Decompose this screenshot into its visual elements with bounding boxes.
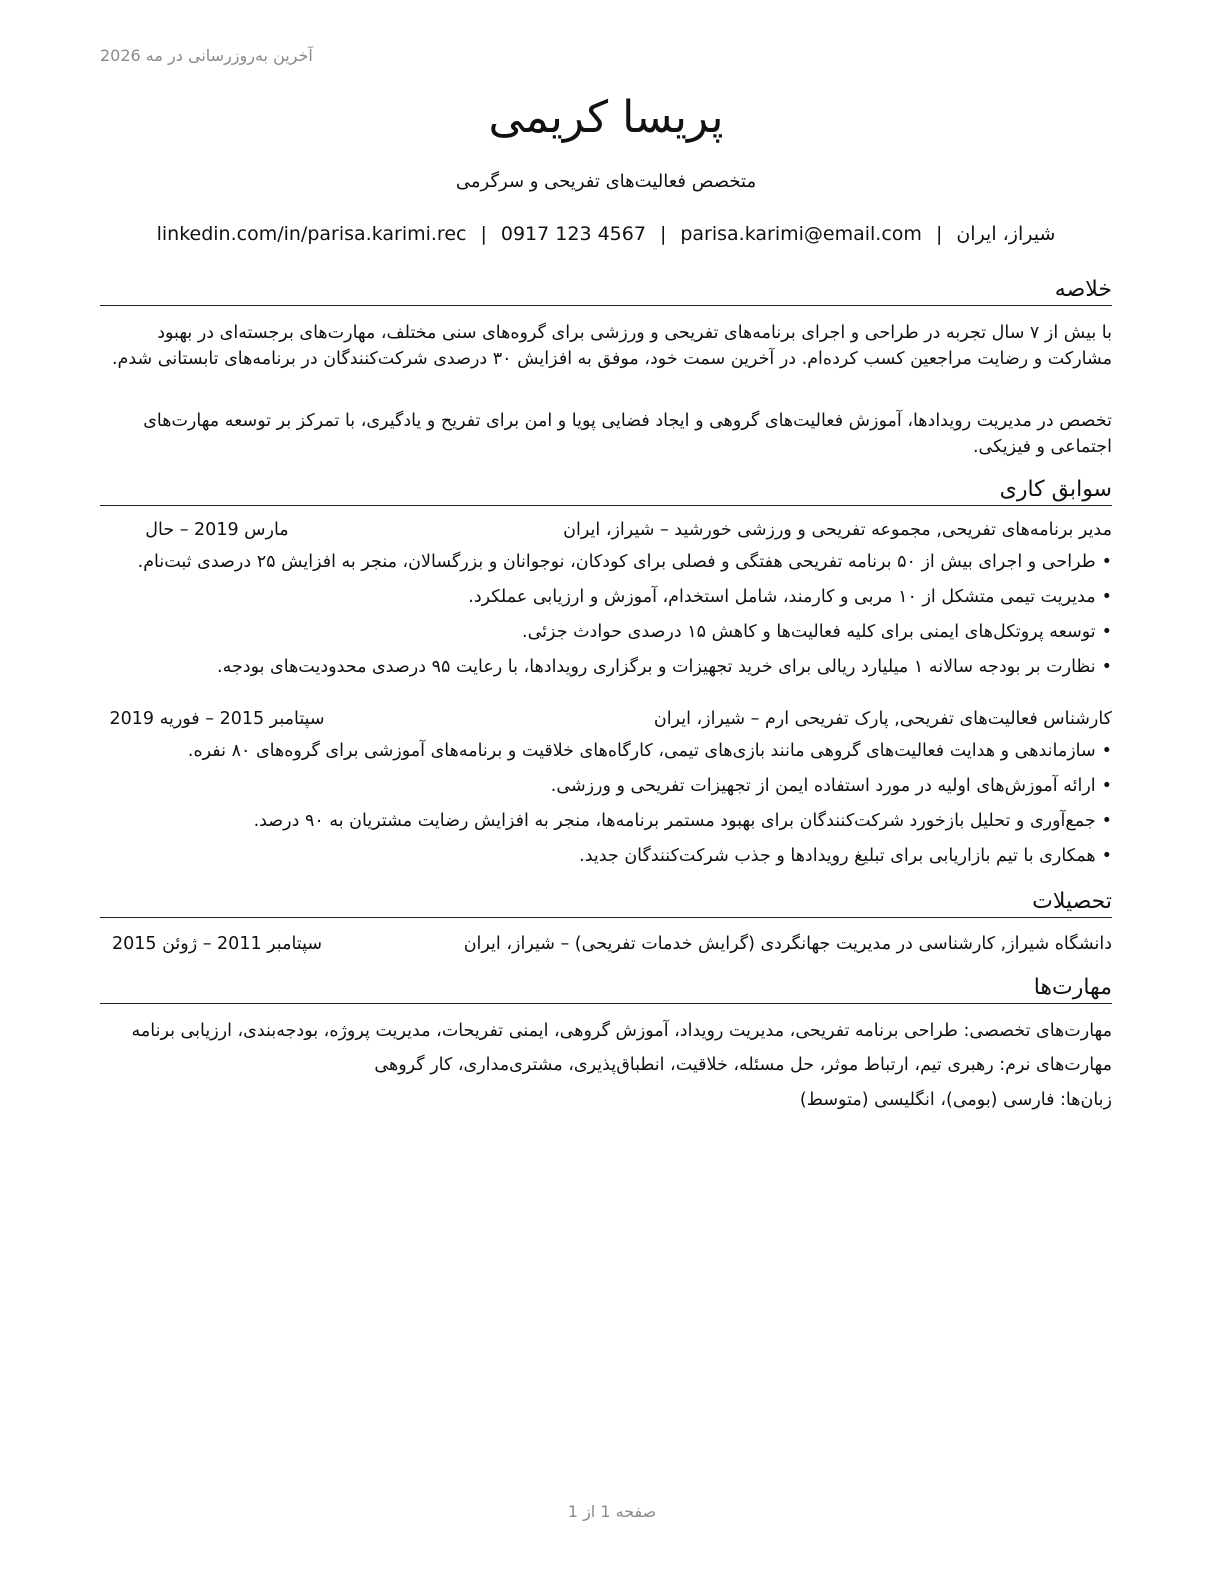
list-item: •نظارت بر بودجه سالانه ۱ میلیارد ریالی برای خرید تجهیزات و برگزاری رویدادها، با رعایت ۹۵ درصدی محدودیت‌های بودجه. [217,657,1112,677]
bullet-text: طراحی و اجرای بیش از ۵۰ برنامه تفریحی هفتگی و فصلی برای کودکان، نوجوانان و بزرگسالان، منجر به افزایش ۲۵ درصدی ثبت‌نام. [137,552,1096,572]
job-bullets [100,549,1112,689]
education-entry [100,931,1112,957]
skills-technical: مهارت‌های تخصصی: طراحی برنامه تفریحی، مدیریت رویداد، آموزش گروهی، ایمنی تفریحات، مدیریت پروژه، بودجه‌بندی، ارزیابی برنامه [131,1021,1112,1041]
contact-line [100,223,1112,245]
last-updated-note: آخرین به‌روزرسانی در مه 2026 [100,46,313,65]
contact-email[interactable]: parisa.karimi@email.com [680,223,922,245]
list-item: •سازماندهی و هدایت فعالیت‌های گروهی مانند بازی‌های تیمی، کارگاه‌های خلاقیت و برنامه‌های آموزشی برای گروه‌های ۸۰ نفره. [187,741,1112,761]
job-header [100,517,1112,543]
resume-page [100,0,1112,1584]
job-role: مدیر برنامه‌های تفریحی, مجموعه تفریحی و ورزشی خورشید – شیراز، ایران [563,520,1112,540]
job-header [100,706,1112,732]
list-item: •توسعه پروتکل‌های ایمنی برای کلیه فعالیت‌ها و کاهش ۱۵ درصدی حوادث جزئی. [522,622,1112,642]
contact-separator: | [935,223,943,245]
job-dates: سپتامبر 2015 – فوریه 2019 [109,709,325,729]
job-role: کارشناس فعالیت‌های تفریحی, پارک تفریحی ارم – شیراز، ایران [653,709,1112,729]
list-item: •همکاری با تیم بازاریابی برای تبلیغ رویدادها و جذب شرکت‌کنندگان جدید. [579,846,1112,866]
bullet-text: سازماندهی و هدایت فعالیت‌های گروهی مانند بازی‌های تیمی، کارگاه‌های خلاقیت و برنامه‌های آموزشی برای گروه‌های ۸۰ نفره. [187,741,1096,761]
candidate-title: متخصص فعالیت‌های تفریحی و سرگرمی [455,171,757,192]
education-heading: تحصیلات [100,888,1112,918]
bullet-text: مدیریت تیمی متشکل از ۱۰ مربی و کارمند، شامل استخدام، آموزش و ارزیابی عملکرد. [468,587,1096,607]
page-number: صفحه 1 از 1 [567,1502,657,1521]
skills-heading: مهارت‌ها [100,974,1112,1004]
list-item: •ارائه آموزش‌های اولیه در مورد استفاده ایمن از تجهیزات تفریحی و ورزشی. [550,776,1112,796]
contact-phone[interactable]: 0917 123 4567 [500,223,646,245]
bullet-text: جمع‌آوری و تحلیل بازخورد شرکت‌کنندگان برای بهبود مستمر برنامه‌ها، منجر به افزایش رضایت مشتریان به ۹۰ درصد. [253,811,1096,831]
summary-paragraph: با بیش از ۷ سال تجربه در طراحی و اجرای برنامه‌های تفریحی و ورزشی برای گروه‌های سنی مختلف، مهارت‌های برجسته‌ای در بهبود مشارکت و رضایت مراجعین کسب کرده‌ام. در آخرین سمت خود، موفق به افزایش ۳۰ درصدی شرکت‌کنندگان در برنامه‌های تابستانی شدم. [111,323,1112,369]
contact-location: شیراز، ایران [956,223,1056,245]
experience-heading: سوابق کاری [100,476,1112,506]
skills-languages: زبان‌ها: فارسی (بومی)، انگلیسی (متوسط) [799,1090,1112,1110]
bullet-text: ارائه آموزش‌های اولیه در مورد استفاده ایمن از تجهیزات تفریحی و ورزشی. [550,776,1096,796]
candidate-name: پریسا کریمی [488,92,724,143]
job-bullets [100,738,1112,878]
bullet-text: نظارت بر بودجه سالانه ۱ میلیارد ریالی برای خرید تجهیزات و برگزاری رویدادها، با رعایت ۹۵ درصدی محدودیت‌های بودجه. [217,657,1096,677]
education-dates: سپتامبر 2011 – ژوئن 2015 [111,934,323,954]
contact-linkedin[interactable]: linkedin.com/in/parisa.karimi.rec [156,223,467,245]
bullet-text: همکاری با تیم بازاریابی برای تبلیغ رویدادها و جذب شرکت‌کنندگان جدید. [579,846,1096,866]
contact-separator: | [480,223,487,245]
list-item: •جمع‌آوری و تحلیل بازخورد شرکت‌کنندگان برای بهبود مستمر برنامه‌ها، منجر به افزایش رضایت مشتریان به ۹۰ درصد. [253,811,1112,831]
job-dates: مارس 2019 – حال [145,520,289,540]
list-item: •مدیریت تیمی متشکل از ۱۰ مربی و کارمند، شامل استخدام، آموزش و ارزیابی عملکرد. [468,587,1112,607]
bullet-text: توسعه پروتکل‌های ایمنی برای کلیه فعالیت‌ها و کاهش ۱۵ درصدی حوادث جزئی. [522,622,1096,642]
summary-heading: خلاصه [100,276,1112,306]
summary-paragraph: تخصص در مدیریت رویدادها، آموزش فعالیت‌های گروهی و ایجاد فضایی پویا و امن برای تفریح و یادگیری، با تمرکز بر توسعه مهارت‌های اجتماعی و فیزیکی. [143,411,1112,457]
education-degree: دانشگاه شیراز, کارشناسی در مدیریت جهانگردی (گرایش خدمات تفریحی) – شیراز، ایران [463,934,1112,954]
contact-separator: | [659,223,667,245]
skills-soft: مهارت‌های نرم: رهبری تیم، ارتباط موثر، حل مسئله، خلاقیت، انطباق‌پذیری، مشتری‌مداری، کار گروهی [374,1055,1112,1075]
list-item: •طراحی و اجرای بیش از ۵۰ برنامه تفریحی هفتگی و فصلی برای کودکان، نوجوانان و بزرگسالان، منجر به افزایش ۲۵ درصدی ثبت‌نام. [137,552,1112,572]
